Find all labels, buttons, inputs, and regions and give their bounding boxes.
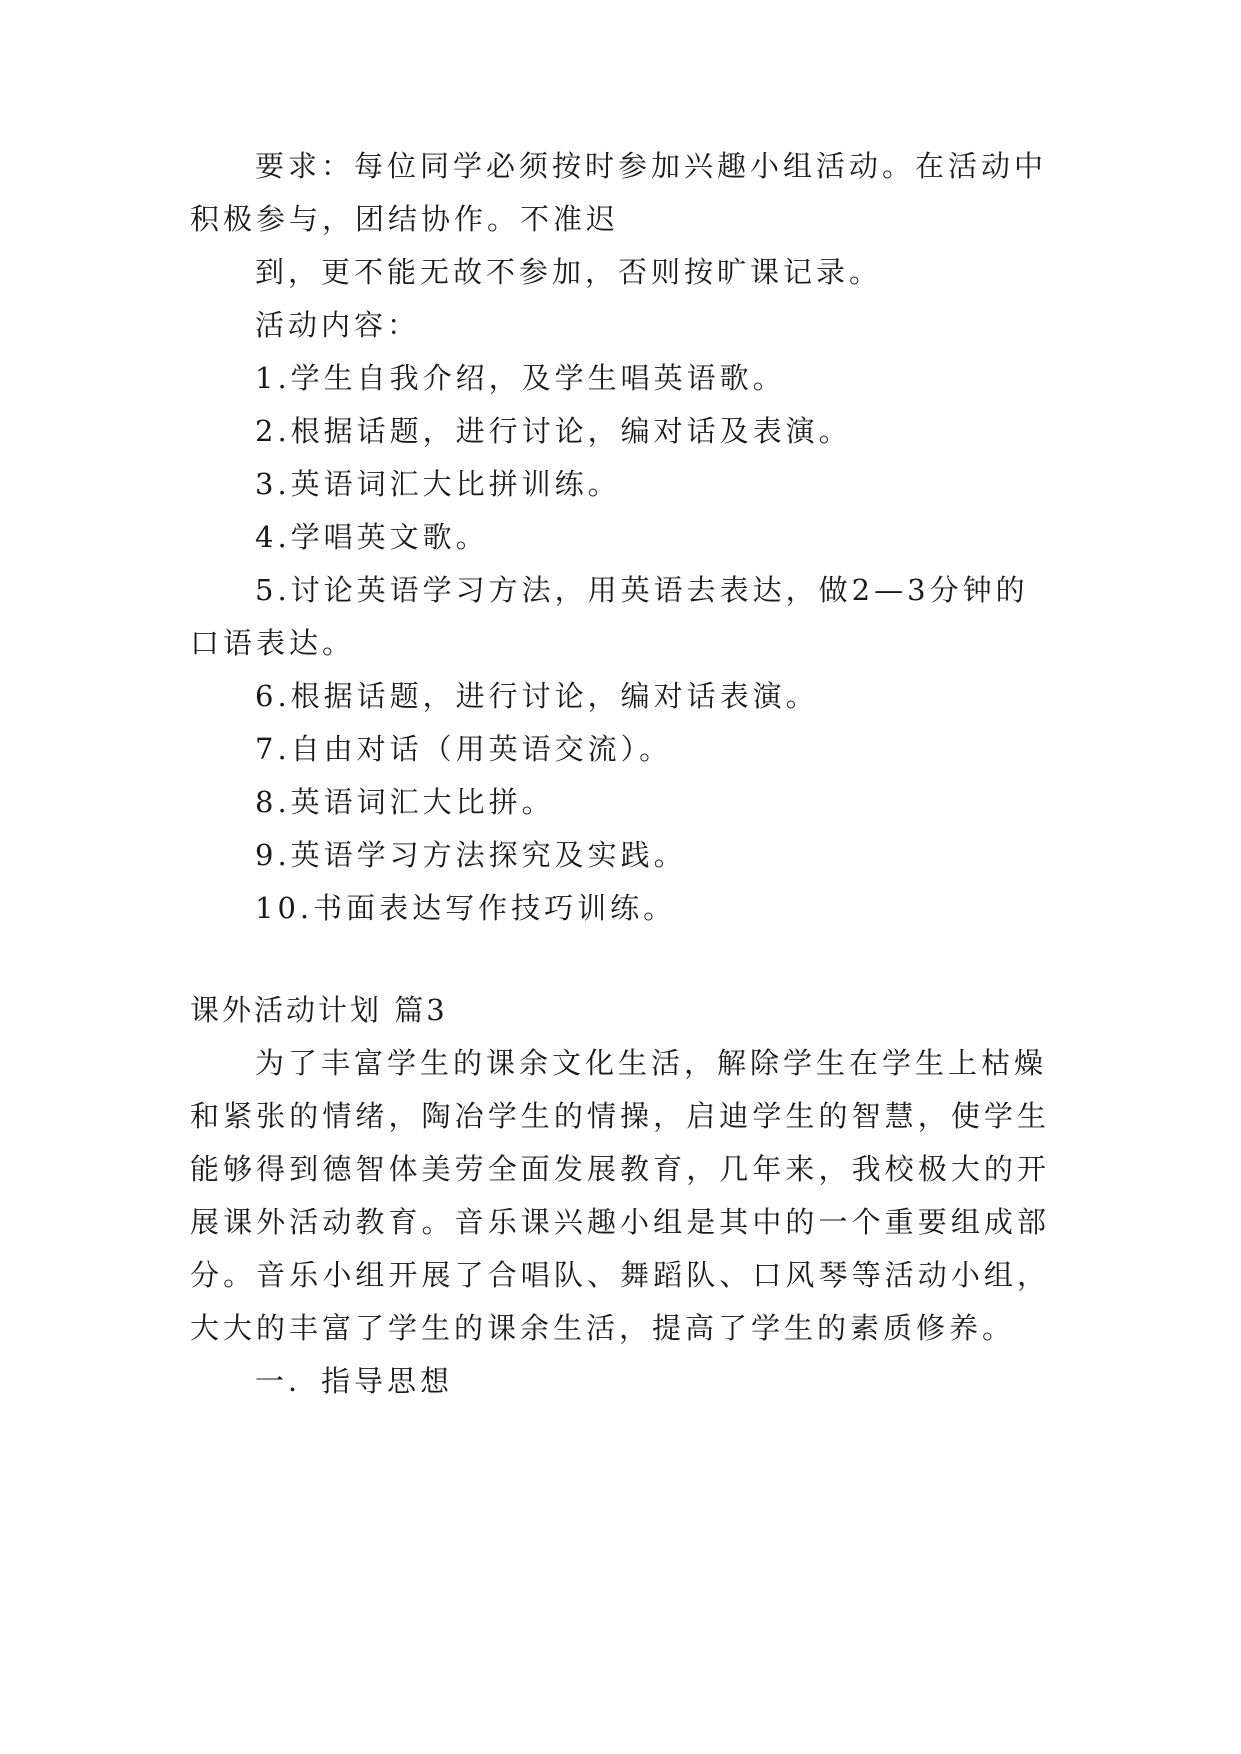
paragraph-line: 为了丰富学生的课余文化生活，解除学生在学生上枯燥 — [255, 1046, 1048, 1080]
requirement-line-3: 到，更不能无故不参加，否则按旷课记录。 — [255, 255, 883, 289]
list-item: 3.英语词汇大比拼训练。 — [255, 467, 621, 501]
list-item: 5.讨论英语学习方法，用英语去表达，做2—3分钟的 — [255, 573, 1029, 607]
list-item: 8.英语词汇大比拼。 — [255, 785, 555, 819]
list-item: 9.英语学习方法探究及实践。 — [255, 838, 687, 872]
list-item: 1.学生自我介绍，及学生唱英语歌。 — [255, 361, 786, 395]
section-heading: 课外活动计划 篇3 — [190, 993, 448, 1027]
list-item: 4.学唱英文歌。 — [255, 520, 489, 554]
paragraph-line: 能够得到德智体美劳全面发展教育，几年来，我校极大的开 — [190, 1152, 1048, 1186]
list-item: 7.自由对话（用英语交流）。 — [255, 732, 673, 766]
paragraph-line: 展课外活动教育。音乐课兴趣小组是其中的一个重要组成部 — [190, 1205, 1048, 1239]
list-item: 6.根据话题，进行讨论，编对话表演。 — [255, 679, 819, 713]
requirement-line-2: 积极参与，团结协作。不准迟 — [190, 202, 620, 236]
paragraph-line: 大大的丰富了学生的课余生活，提高了学生的素质修养。 — [190, 1311, 1016, 1345]
content-title: 活动内容： — [255, 308, 421, 342]
paragraph-line: 分。音乐小组开展了合唱队、舞蹈队、口风琴等活动小组， — [190, 1258, 1048, 1292]
paragraph-line: 和紧张的情绪，陶冶学生的情操，启迪学生的智慧，使学生 — [190, 1099, 1048, 1133]
list-item-continuation: 口语表达。 — [190, 626, 356, 660]
requirement-line-1: 要求：每位同学必须按时参加兴趣小组活动。在活动中 — [255, 149, 1048, 183]
subheading: 一．指导思想 — [255, 1364, 454, 1398]
list-item: 2.根据话题，进行讨论，编对话及表演。 — [255, 414, 852, 448]
list-item: 10.书面表达写作技巧训练。 — [255, 891, 677, 925]
